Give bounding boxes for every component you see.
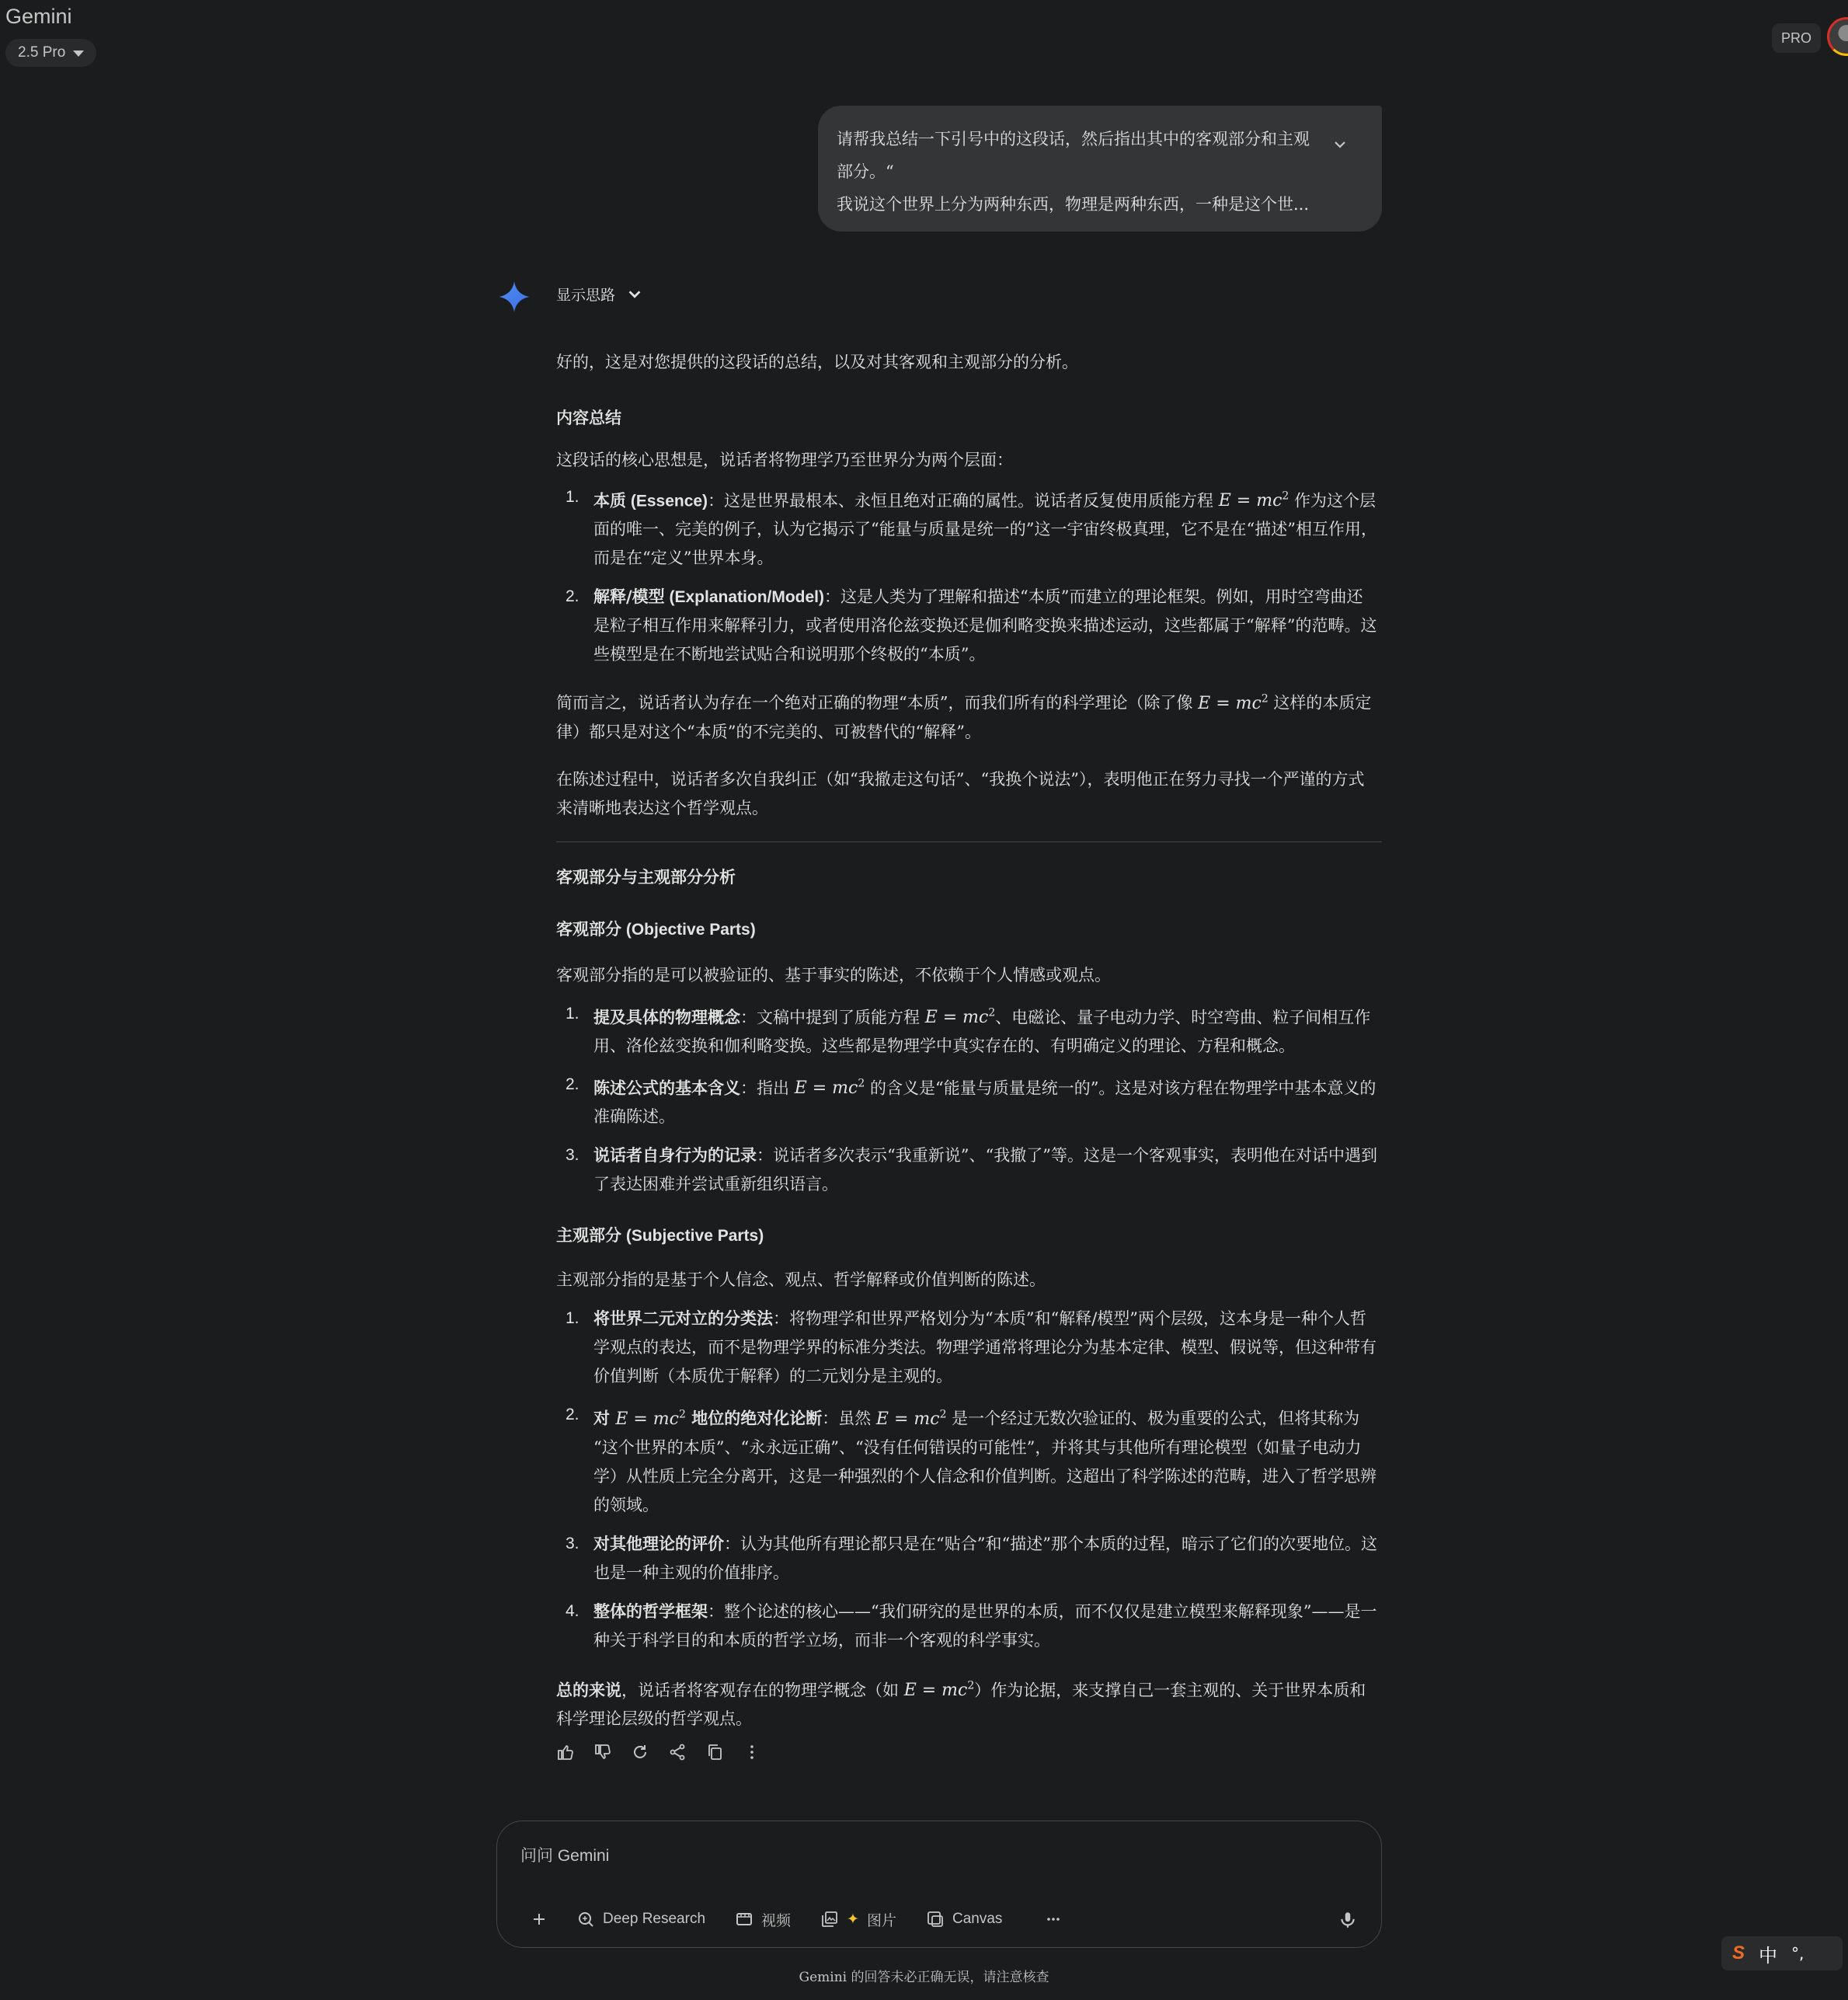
regenerate-icon[interactable] — [631, 1743, 649, 1761]
divider — [556, 841, 1382, 842]
list-number: 1. — [566, 488, 579, 506]
list-item: 1. 提及具体的物理概念：文稿中提到了质能方程 $E = mc^2$、电磁论、量子电动力学、时空弯曲、粒子间相互作 用、洛伦兹变换和伽利略变换。这些都是物理学中真实存在的、有明确定义的理论、方程和概念。 — [556, 999, 1382, 1061]
item-text: ：这是世界最根本、永恒且绝对正确的属性。说话者反复使用质能方程 — [708, 491, 1219, 510]
list-number: 2. — [566, 1406, 579, 1424]
summary-list — [556, 483, 1382, 669]
list-item: 3. 对其他理论的评价：认为其他所有理论都只是在“贴合”和“描述”那个本质的过程，暗示了它们的次要地位。这 也是一种主观的价值排序。 — [556, 1529, 1382, 1587]
more-horiz-icon — [1044, 1910, 1063, 1929]
item-text: 是粒子相互作用来解释引力，或者使用洛伦兹变换还是伽利略变换来描述运动，这些都属于“解释”的范畴。这 — [593, 616, 1377, 636]
canvas-button[interactable] — [915, 1904, 1013, 1935]
list-number: 2. — [566, 1075, 579, 1093]
math-formula: $E = mc^2$ — [615, 1408, 686, 1429]
objective-lead: 客观部分指的是可以被验证的、基于事实的陈述，不依赖于个人情感或观点。 — [556, 965, 1111, 984]
image-gallery-icon — [820, 1910, 839, 1929]
summary-heading: 内容总结 — [556, 408, 621, 427]
response-actions — [556, 1743, 761, 1761]
avatar[interactable] — [1827, 17, 1848, 56]
pro-badge[interactable]: PRO — [1772, 23, 1821, 53]
item-title: 整体的哲学框架 — [593, 1601, 708, 1621]
item-text: 也是一种主观的价值排序。 — [593, 1563, 789, 1582]
item-title: 提及具体的物理概念 — [593, 1006, 740, 1026]
subjective-list — [556, 1304, 1382, 1654]
list-number: 3. — [566, 1146, 579, 1165]
user-message-line: 我说这个世界上分为两种东西，物理是两种东西，一种是这个世... — [837, 195, 1310, 214]
thumbs-down-icon[interactable] — [593, 1743, 612, 1761]
summary-lead: 这段话的核心思想是，说话者将物理学乃至世界分为两个层面： — [556, 451, 1013, 469]
objective-heading: 客观部分 (Objective Parts) — [556, 918, 756, 939]
show-thoughts-label: 显示思路 — [556, 287, 616, 304]
math-formula: $E = mc^2$ — [1198, 692, 1269, 713]
list-item: 3. 说话者自身行为的记录：说话者多次表示“我重新说”、“我撤了”等。这是一个客观事实，表明他在对话中遇到 了表达困难并尝试重新组织语言。 — [556, 1141, 1382, 1199]
app-title: Gemini — [5, 5, 72, 28]
list-number: 3. — [566, 1534, 579, 1552]
math-formula: $E = mc^2$ — [875, 1408, 947, 1429]
prompt-input[interactable]: 问问 Gemini — [520, 1847, 610, 1865]
item-title: 将世界二元对立的分类法 — [593, 1308, 773, 1329]
video-icon — [735, 1910, 753, 1929]
ime-mode[interactable]: 中 — [1759, 1944, 1778, 1967]
list-number: 1. — [566, 1309, 579, 1328]
tool-label: Deep Research — [603, 1911, 706, 1927]
caret-down-icon — [73, 51, 84, 57]
item-text: 些模型是在不断地尝试贴合和说明那个终极的“本质”。 — [593, 645, 986, 664]
list-item — [556, 483, 1382, 573]
copy-icon[interactable] — [705, 1743, 724, 1761]
list-number: 2. — [566, 587, 579, 606]
tool-label: 视频 — [761, 1912, 792, 1929]
thumbs-up-icon[interactable] — [556, 1743, 575, 1761]
model-label: 2.5 Pro — [18, 44, 66, 61]
item-text: 作为这个层 — [1289, 491, 1376, 510]
show-thoughts-toggle[interactable] — [556, 284, 643, 305]
item-text: 准确陈述。 — [593, 1107, 675, 1127]
prompt-composer[interactable] — [496, 1821, 1382, 1948]
item-text: 价值判断（本质优于解释）的二元划分是主观的。 — [593, 1367, 952, 1386]
item-title: 本质 — [593, 490, 626, 510]
disclaimer: Gemini 的回答未必正确无误，请注意核查 — [799, 1970, 1049, 1985]
user-message-line: 部分。“ — [837, 162, 894, 181]
list-item — [556, 582, 1382, 669]
math-formula: $E = mc^2$ — [794, 1077, 865, 1099]
share-icon[interactable] — [668, 1743, 687, 1761]
chevron-down-icon[interactable] — [1331, 135, 1349, 154]
item-title: 陈述公式的基本含义 — [593, 1078, 740, 1098]
brief-paragraph-line: 律）都只是对这个“本质”的不完美的、可被替代的“解释”。 — [556, 722, 981, 741]
math-formula: $E = mc^2$ — [1218, 490, 1289, 511]
item-text: ：这是人类为了理解和描述“本质”而建立的理论框架。例如，用时空弯曲还 — [824, 587, 1363, 607]
deep-research-button[interactable] — [566, 1904, 716, 1935]
item-title-en: (Explanation/Model) — [664, 588, 825, 607]
tool-label: Canvas — [952, 1911, 1003, 1927]
conclusion-paragraph-line: 科学理论层级的哲学观点。 — [556, 1709, 752, 1728]
plus-icon — [530, 1910, 548, 1929]
list-number: 1. — [566, 1004, 579, 1023]
math-formula: $E = mc^2$ — [924, 1006, 996, 1027]
item-text: 了表达困难并尝试重新组织语言。 — [593, 1175, 838, 1194]
list-number: 4. — [566, 1601, 579, 1620]
list-item: 4. 整体的哲学框架：整个论述的核心——“我们研究的是世界的本质，而不仅仅是建立模型来解释现象”——是一 种关于科学目的和本质的哲学立场，而非一个客观的科学事实。 — [556, 1597, 1382, 1655]
item-text: “这个世界的本质”、“永永远正确”、“没有任何错误的可能性”，并将其与其他所有理论模型（如量子电动力 — [593, 1437, 1362, 1457]
video-button[interactable] — [724, 1904, 802, 1935]
ime-toolbar[interactable] — [1721, 1936, 1843, 1970]
correction-paragraph-line: 来清晰地表达这个哲学观点。 — [556, 798, 768, 817]
item-text: 种关于科学目的和本质的哲学立场，而非一个客观的科学事实。 — [593, 1630, 1050, 1650]
composer-toolbar — [519, 1904, 1074, 1935]
canvas-icon — [926, 1910, 945, 1929]
deep-research-icon — [576, 1910, 595, 1929]
microphone-icon[interactable] — [1338, 1910, 1358, 1930]
model-selector[interactable] — [5, 39, 96, 67]
chevron-down-icon — [626, 286, 643, 303]
item-title: 对其他理论的评价 — [593, 1533, 724, 1553]
user-message-line: 请帮我总结一下引号中的这段话，然后指出其中的客观部分和主观 — [837, 130, 1310, 148]
item-text: 的领域。 — [593, 1495, 659, 1514]
image-button[interactable] — [809, 1904, 907, 1935]
list-item: 2. 对 $E = mc^2$ 地位的绝对化论断：虽然 $E = mc^2$ 是一个经过无数次验证的、极为重要的公式，但将其称为 “这个世界的本质”、“永永远正确”、“没有任何错误的可能性”，并将其与其他所有理论模型（如量子电动力 学）从性质上完全分离开，这是一种强烈的个人信念和价值判断。这超出了科学陈述的范畴，进入了哲学思辨 的领域。 — [556, 1400, 1382, 1519]
subjective-heading: 主观部分 (Subjective Parts) — [556, 1225, 764, 1246]
conclusion-paragraph: 总的来说，说话者将客观存在的物理学概念（如 $E = mc^2$）作为论据，来支撑自己一套主观的、关于世界本质和 — [556, 1679, 1366, 1700]
banana-icon: ✦ — [847, 1911, 859, 1928]
list-item: 1. 将世界二元对立的分类法：将物理学和世界严格划分为“本质”和“解释/模型”两个层级，这本身是一种个人哲 学观点的表达，而不是物理学界的标准分类法。物理学通常将理论分为基本定律、模型、假说等，但这种带有 价值判断（本质优于解释）的二元划分是主观的。 — [556, 1304, 1382, 1391]
response-intro: 好的，这是对您提供的这段话的总结，以及对其客观和主观部分的分析。 — [556, 353, 1078, 371]
list-item: 2. 陈述公式的基本含义：指出 $E = mc^2$ 的含义是“能量与质量是统一的”。这是对该方程在物理学中基本意义的 准确陈述。 — [556, 1070, 1382, 1131]
item-text: 而是在“定义”世界本身。 — [593, 549, 774, 568]
analysis-heading: 客观部分与主观部分分析 — [556, 866, 736, 887]
tool-label: 图片 — [866, 1912, 896, 1929]
gemini-spark-icon — [499, 281, 530, 312]
more-vert-icon[interactable] — [743, 1743, 761, 1761]
item-text: 学）从性质上完全分离开，这是一种强烈的个人信念和价值判断。这超出了科学陈述的范畴，进入了哲学思辨 — [593, 1466, 1376, 1486]
correction-paragraph: 在陈述过程中，说话者多次自我纠正（如“我撤走这句话”、“我换个说法”），表明他正在努力寻找一个严谨的方式 — [556, 769, 1365, 789]
user-message — [818, 106, 1382, 232]
punctuation-icon[interactable]: °, — [1791, 1944, 1804, 1963]
sogou-logo-icon: S — [1732, 1943, 1745, 1963]
item-title-en: (Essence) — [626, 492, 708, 510]
item-text: 用、洛伦兹变换和伽利略变换。这些都是物理学中真实存在的、有明确定义的理论、方程和概念。 — [593, 1036, 1295, 1055]
subjective-lead: 主观部分指的是基于个人信念、观点、哲学解释或价值判断的陈述。 — [556, 1270, 1046, 1290]
math-formula: $E = mc^2$ — [903, 1679, 975, 1700]
more-tools-button[interactable] — [1033, 1904, 1074, 1935]
add-button[interactable] — [519, 1904, 559, 1935]
brief-paragraph: 简而言之，说话者认为存在一个绝对正确的物理“本质”，而我们所有的科学理论（除了像 $E = mc^2$ 这样的本质定 — [556, 692, 1372, 713]
objective-list — [556, 999, 1382, 1200]
response-body — [556, 342, 1382, 1733]
item-text: 面的唯一、完美的例子，认为它揭示了“能量与质量是统一的”这一宇宙终极真理，它不是在“描述”相互作用， — [593, 520, 1377, 539]
item-title: 说话者自身行为的记录 — [593, 1145, 757, 1166]
item-text: 学观点的表达，而不是物理学界的标准分类法。物理学通常将理论分为基本定律、模型、假说等，但这种带有 — [593, 1338, 1376, 1357]
item-title: 解释/模型 — [593, 587, 665, 607]
